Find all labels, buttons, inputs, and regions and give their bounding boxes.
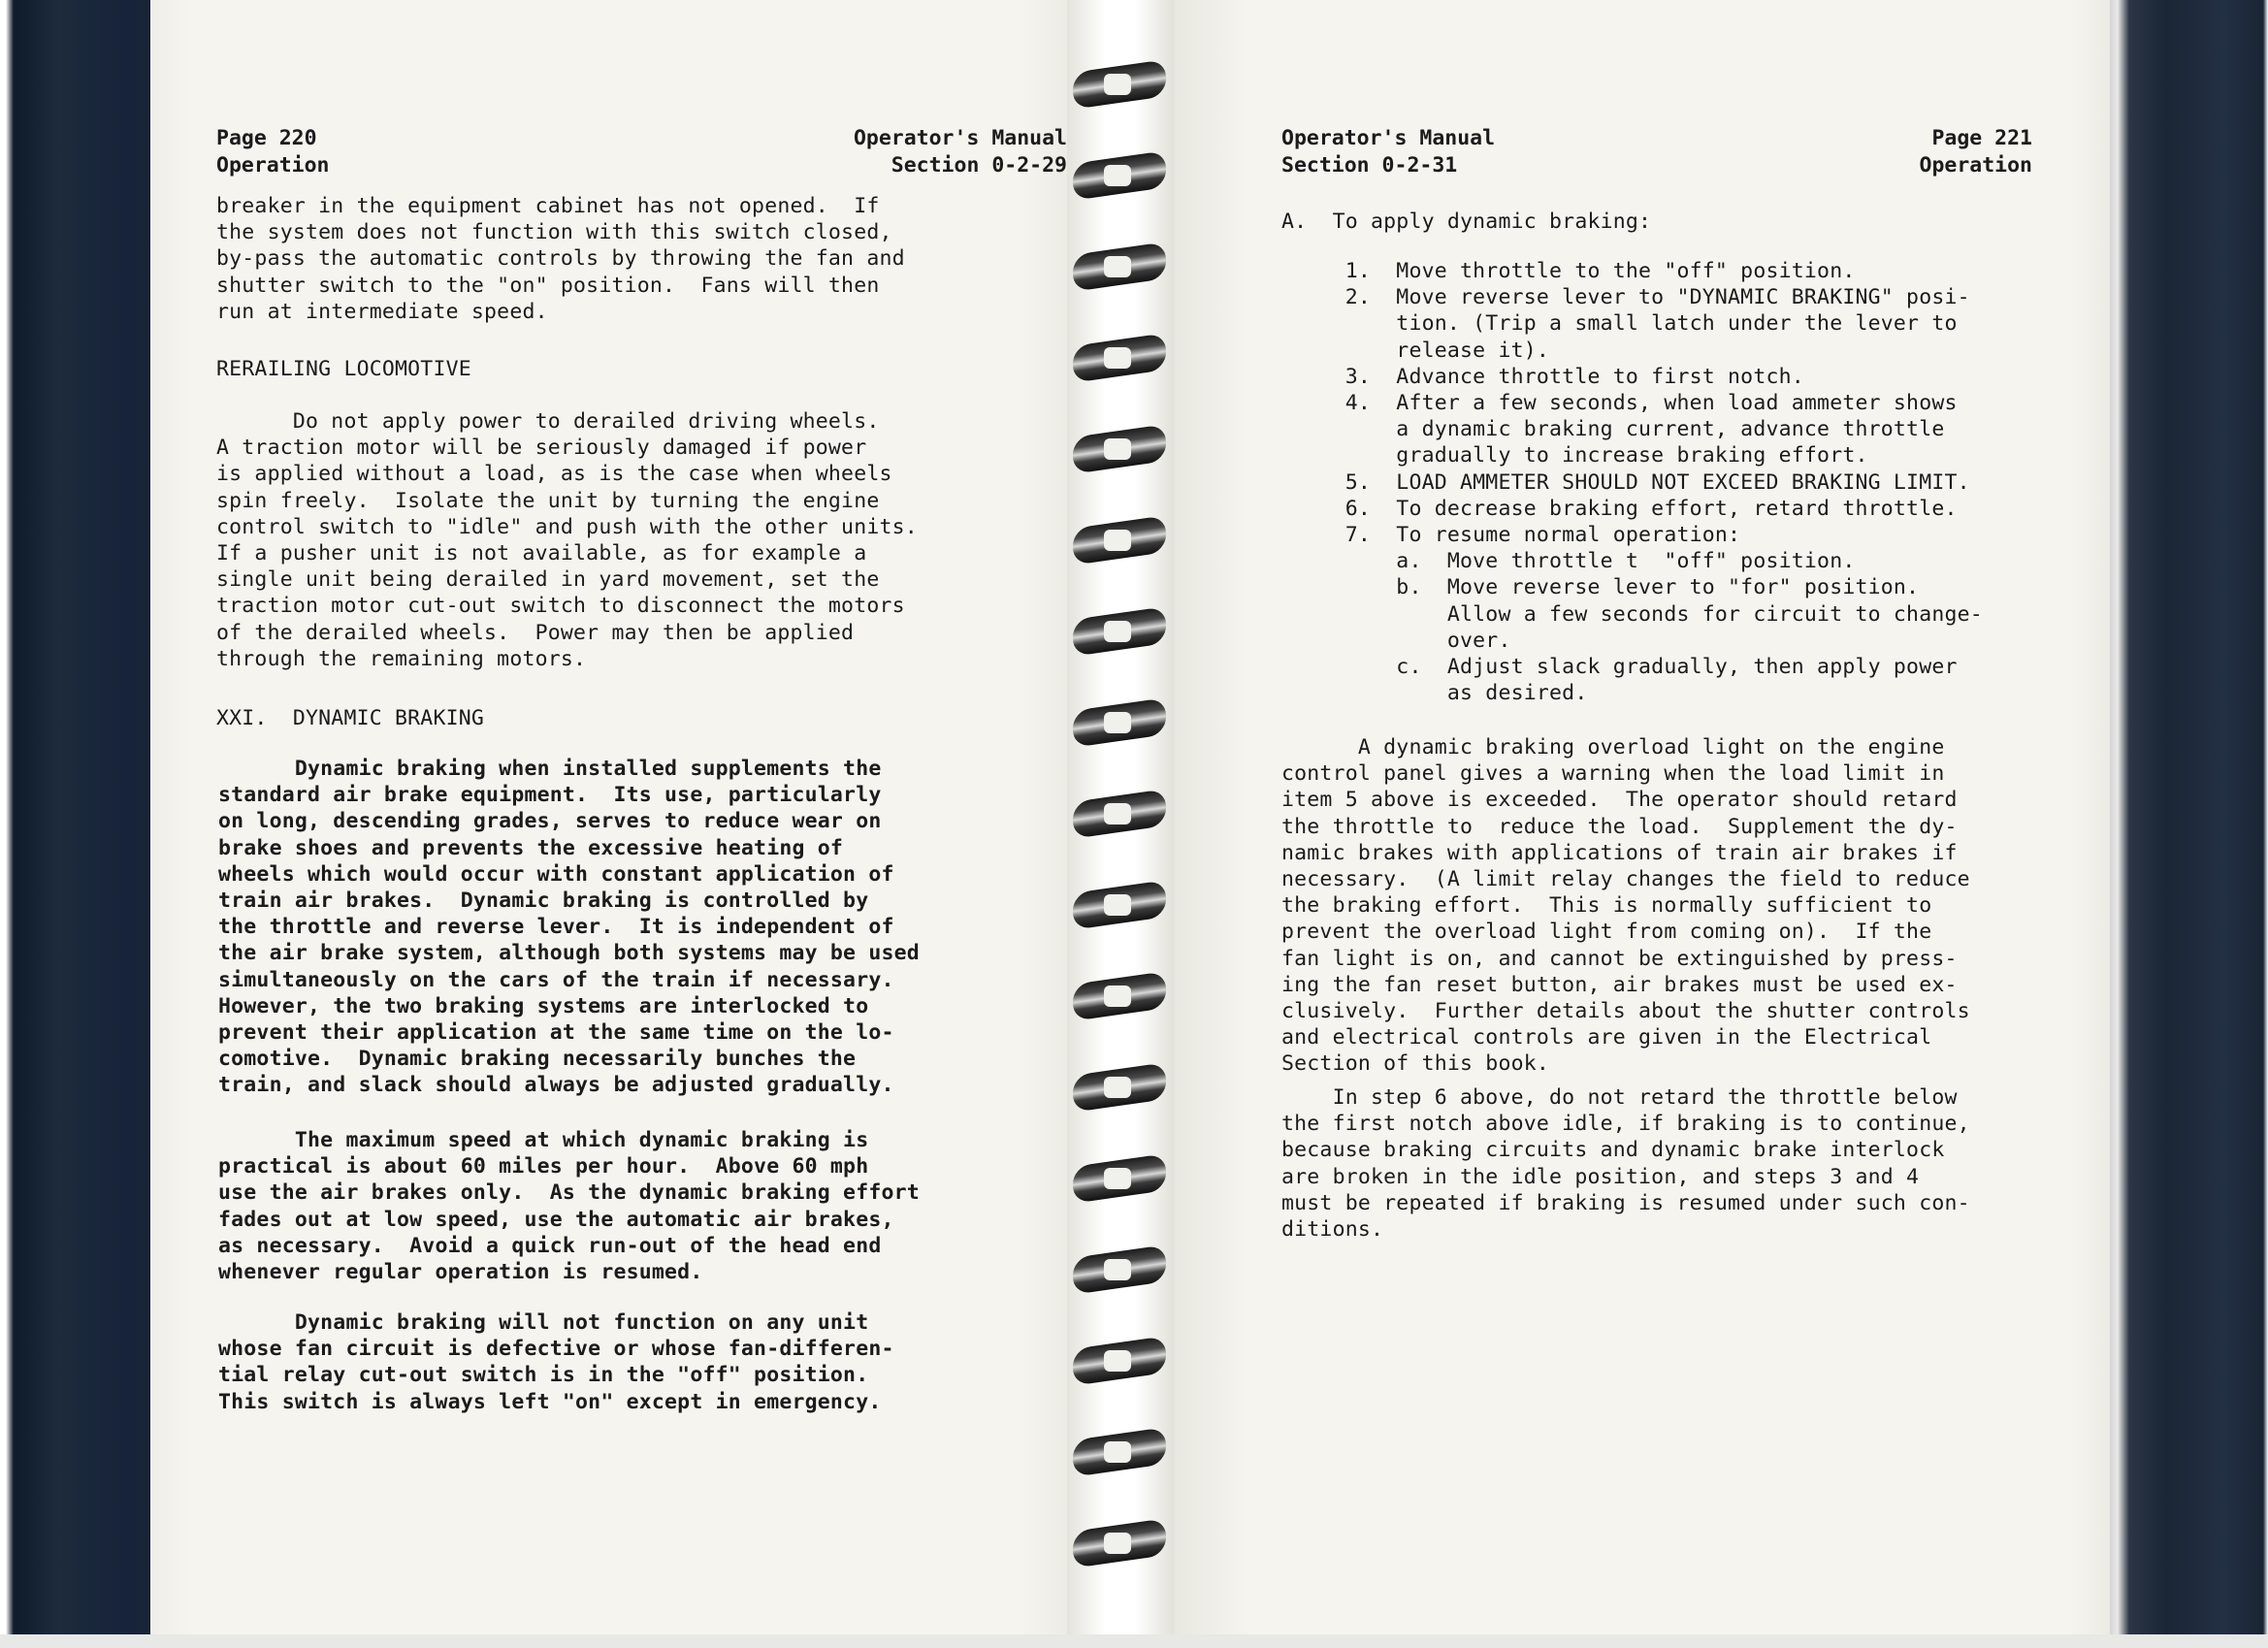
text-line: train air brakes. Dynamic braking is controlled by — [218, 889, 869, 914]
spiral-coil-icon — [1065, 425, 1172, 473]
text-line: 2. Move reverse lever to "DYNAMIC BRAKING" posi- — [1281, 285, 1970, 310]
text-line: as desired. — [1281, 681, 1588, 706]
text-line: 1. Move throttle to the "off" position. — [1281, 259, 1856, 283]
spiral-coil-icon — [1065, 790, 1172, 838]
spiral-coil-icon — [1065, 1519, 1172, 1567]
text-line: the throttle and reverse lever. It is independent of — [218, 915, 894, 940]
dynamic-braking-heading: XXI. DYNAMIC BRAKING — [216, 706, 485, 730]
spiral-coil-icon — [1065, 972, 1172, 1020]
left-manual-title: Operator's Manual — [853, 126, 1067, 150]
spiral-coil-icon — [1065, 242, 1172, 291]
right-page — [1140, 0, 2110, 1637]
text-line: Dynamic braking when installed supplements the — [218, 757, 882, 781]
spiral-coil-icon — [1065, 881, 1172, 929]
text-line: The maximum speed at which dynamic braking is — [218, 1128, 869, 1152]
text-line: on long, descending grades, serves to reduce wear on — [218, 809, 882, 834]
text-line: c. Adjust slack gradually, then apply power — [1281, 655, 1958, 680]
spiral-coil-icon — [1065, 607, 1172, 656]
dynamic-braking-paragraph-2 — [218, 1127, 920, 1285]
text-line: traction motor cut-out switch to disconnect the motors — [216, 594, 905, 619]
text-line: 6. To decrease braking effort, retard throttle. — [1281, 496, 1958, 521]
text-line: and electrical controls are given in the Electrical — [1281, 1025, 1932, 1050]
spiral-coil-icon — [1065, 1428, 1172, 1476]
dynamic-braking-paragraph-1 — [218, 756, 920, 1099]
spiral-coil-icon — [1065, 516, 1172, 565]
spiral-coil-icon — [1065, 698, 1172, 747]
text-line: comotive. Dynamic braking necessarily bunches the — [218, 1047, 857, 1072]
text-line: tion. (Trip a small latch under the lever to — [1281, 311, 1958, 337]
text-line: the system does not function with this switch closed, — [216, 220, 892, 245]
spiral-coil-icon — [1065, 1245, 1172, 1294]
text-line: A traction motor will be seriously damaged if power — [216, 436, 867, 461]
text-line: simultaneously on the cars of the train if necessary. — [218, 967, 894, 992]
text-line: necessary. (A limit relay changes the field to reduce — [1281, 867, 1970, 892]
text-line: Dynamic braking will not function on any unit — [218, 1310, 869, 1335]
text-line: a. Move throttle t "off" position. — [1281, 549, 1856, 574]
rerailing-paragraph — [216, 408, 918, 672]
text-line: wheels which would occur with constant application of — [218, 861, 894, 887]
text-line: single unit being derailed in yard movement, set the — [216, 567, 880, 593]
spiral-coil-icon — [1065, 334, 1172, 382]
spiral-coil-icon — [1065, 60, 1172, 109]
text-line: Section of this book. — [1281, 1051, 1550, 1077]
text-line: spin freely. Isolate the unit by turning the engine — [216, 488, 880, 513]
step-six-paragraph — [1281, 1084, 1970, 1243]
text-line: 4. After a few seconds, when load ammeter shows — [1281, 391, 1958, 416]
text-line: This switch is always left "on" except in emergency. — [218, 1389, 882, 1414]
right-page-number: Page 221 — [1931, 126, 2032, 150]
text-line: the braking effort. This is normally sufficient to — [1281, 893, 1932, 919]
text-line: prevent the overload light from coming on). If the — [1281, 920, 1932, 945]
text-line: In step 6 above, do not retard the throttle below — [1281, 1085, 1958, 1110]
text-line: gradually to increase braking effort. — [1281, 443, 1868, 469]
text-line: the air brake system, although both systems may be used — [218, 941, 920, 966]
left-page-number: Page 220 — [216, 126, 317, 150]
text-line: 7. To resume normal operation: — [1281, 523, 1741, 548]
text-line: clusively. Further details about the shutter controls — [1281, 999, 1970, 1024]
text-line: control switch to "idle" and push with the other units. — [216, 514, 918, 539]
overload-light-paragraph — [1281, 734, 1970, 1078]
text-line: the first notch above idle, if braking is to continue, — [1281, 1112, 1970, 1137]
text-line: 5. LOAD AMMETER SHOULD NOT EXCEED BRAKING LIMIT. — [1281, 469, 1970, 495]
text-line: However, the two braking systems are interlocked to — [218, 993, 869, 1018]
spiral-coil-icon — [1065, 151, 1172, 200]
text-line: item 5 above is exceeded. The operator should retard — [1281, 788, 1958, 813]
text-line: ing the fan reset button, air brakes must be used ex- — [1281, 972, 1958, 997]
left-intro-paragraph — [216, 193, 905, 325]
text-line: through the remaining motors. — [216, 646, 587, 671]
dynamic-braking-steps — [1281, 258, 1983, 706]
text-line: tial relay cut-out switch is in the "off" position. — [218, 1363, 869, 1388]
binder-cover-right — [2108, 0, 2268, 1648]
text-line: run at intermediate speed. — [216, 299, 548, 324]
dynamic-braking-paragraph-3 — [218, 1309, 894, 1415]
spiral-coil-icon — [1065, 1063, 1172, 1112]
steps-heading: A. To apply dynamic braking: — [1281, 210, 1652, 234]
text-line: over. — [1281, 628, 1511, 653]
text-line: are broken in the idle position, and steps 3 and 4 — [1281, 1164, 1920, 1189]
text-line: control panel gives a warning when the load limit in — [1281, 761, 1945, 787]
text-line: as necessary. Avoid a quick run-out of the head end — [218, 1233, 882, 1258]
text-line: train, and slack should always be adjusted gradually. — [218, 1073, 894, 1098]
spiral-coil-icon — [1065, 1154, 1172, 1203]
text-line: must be repeated if braking is resumed under such con- — [1281, 1190, 1970, 1215]
spiral-coil-icon — [1065, 1337, 1172, 1385]
text-line: b. Move reverse lever to "for" position. — [1281, 575, 1920, 600]
text-line: If a pusher unit is not available, as for example a — [216, 541, 867, 566]
text-line: by-pass the automatic controls by throwing the fan and — [216, 246, 905, 272]
binder-cover-left — [0, 0, 155, 1648]
text-line: A dynamic braking overload light on the engine — [1281, 735, 1945, 759]
right-section-number: Section 0-2-31 — [1281, 153, 1458, 178]
left-section-number: Section 0-2-29 — [891, 153, 1067, 178]
text-line: prevent their application at the same time on the lo- — [218, 1020, 894, 1046]
left-section-label: Operation — [216, 153, 330, 178]
text-line: a dynamic braking current, advance throttle — [1281, 417, 1945, 442]
text-line: whenever regular operation is resumed. — [218, 1260, 703, 1285]
text-line: because braking circuits and dynamic brake interlock — [1281, 1138, 1945, 1163]
text-line: fan light is on, and cannot be extinguished by press- — [1281, 946, 1958, 971]
text-line: shutter switch to the "on" position. Fans will then — [216, 273, 880, 298]
text-line: breaker in the equipment cabinet has not opened. If — [216, 194, 880, 218]
text-line: release it). — [1281, 338, 1550, 363]
text-line: brake shoes and prevents the excessive heating of — [218, 835, 844, 860]
text-line: whose fan circuit is defective or whose fan-differen- — [218, 1337, 894, 1362]
text-line: use the air brakes only. As the dynamic braking effort — [218, 1180, 920, 1206]
text-line: practical is about 60 miles per hour. Above 60 mph — [218, 1154, 869, 1179]
right-manual-title: Operator's Manual — [1281, 126, 1496, 150]
text-line: ditions. — [1281, 1217, 1384, 1243]
text-line: 3. Advance throttle to first notch. — [1281, 364, 1804, 389]
text-line: is applied without a load, as is the case when wheels — [216, 462, 892, 487]
left-page — [150, 0, 1111, 1637]
text-line: Do not apply power to derailed driving wheels. — [216, 409, 880, 434]
text-line: standard air brake equipment. Its use, particularly — [218, 783, 882, 808]
scan-bottom-edge — [0, 1634, 2268, 1648]
text-line: fades out at low speed, use the automatic air brakes, — [218, 1207, 894, 1232]
text-line: of the derailed wheels. Power may then be applied — [216, 620, 855, 645]
text-line: namic brakes with applications of train air brakes if — [1281, 840, 1958, 865]
text-line: the throttle to reduce the load. Supplement the dy- — [1281, 814, 1958, 839]
rerailing-heading: RERAILING LOCOMOTIVE — [216, 357, 471, 381]
right-section-label: Operation — [1919, 153, 2032, 178]
text-line: Allow a few seconds for circuit to change- — [1281, 601, 1983, 627]
